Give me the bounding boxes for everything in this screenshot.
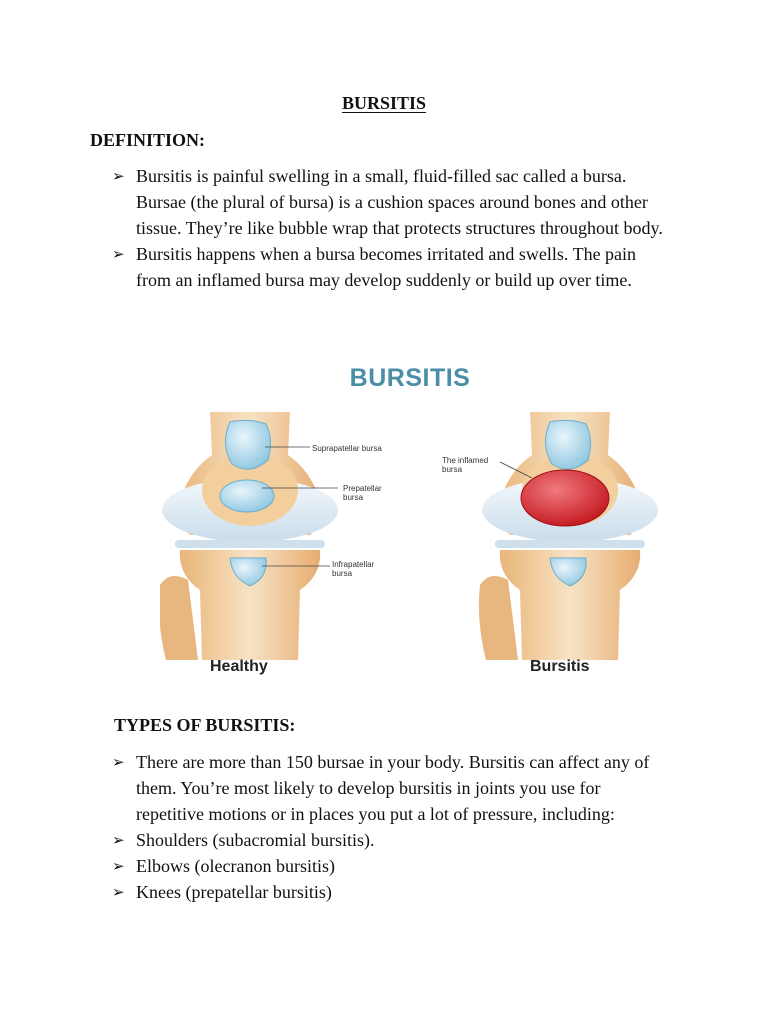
list-item [112, 163, 672, 241]
list-item [112, 827, 672, 853]
list-item-text: Bursitis is painful swelling in a small, fluid-filled sac called a bursa. Bursae (the plural of bursa) is a cushion spaces around bones and other tissue. They’re like bubble wrap that protects structures throughout body. [136, 166, 663, 238]
healthy-label: Healthy [210, 658, 268, 675]
inflamed-bursa-callout: The inflamed bursa [442, 456, 489, 474]
arrowhead-bullet-icon: ➢ [112, 167, 125, 185]
list-item-text: There are more than 150 bursae in your body. Bursitis can affect any of them. You’re most likely to develop bursitis in joints you use for repetitive motions or in places you put a lot of pressure, including: [136, 752, 650, 824]
infrapatellar-callout: Infrapatellar bursa [332, 560, 375, 578]
list-item-text: Knees (prepatellar bursitis) [136, 882, 332, 902]
list-item-text: Bursitis happens when a bursa becomes irritated and swells. The pain from an inflamed bursa may develop suddenly or build up over time. [136, 244, 637, 290]
page-title: BURSITIS [341, 93, 427, 113]
arrowhead-bullet-icon: ➢ [112, 831, 125, 849]
arrowhead-bullet-icon: ➢ [112, 245, 125, 263]
list-item-text: Elbows (olecranon bursitis) [136, 856, 335, 876]
list-item [112, 853, 672, 879]
list-item [112, 749, 672, 827]
suprapatellar-callout: Suprapatellar bursa [312, 444, 382, 453]
list-item [112, 241, 672, 293]
definition-heading: DEFINITION: [90, 130, 206, 150]
types-list [112, 749, 672, 905]
arrowhead-bullet-icon: ➢ [112, 857, 125, 875]
prepatellar-callout: Prepatellar bursa [343, 484, 382, 502]
list-item [112, 879, 672, 905]
arrowhead-bullet-icon: ➢ [112, 883, 125, 901]
bursitis-knee [479, 412, 658, 660]
arrowhead-bullet-icon: ➢ [112, 753, 125, 771]
definition-list [112, 163, 672, 293]
knee-diagram [160, 360, 660, 690]
list-item-text: Shoulders (subacromial bursitis). [136, 830, 375, 850]
bursitis-label: Bursitis [530, 658, 590, 675]
types-heading: TYPES OF BURSITIS: [114, 715, 296, 735]
knee-bursitis-figure [160, 360, 660, 690]
figure-title: BURSITIS [349, 364, 471, 392]
